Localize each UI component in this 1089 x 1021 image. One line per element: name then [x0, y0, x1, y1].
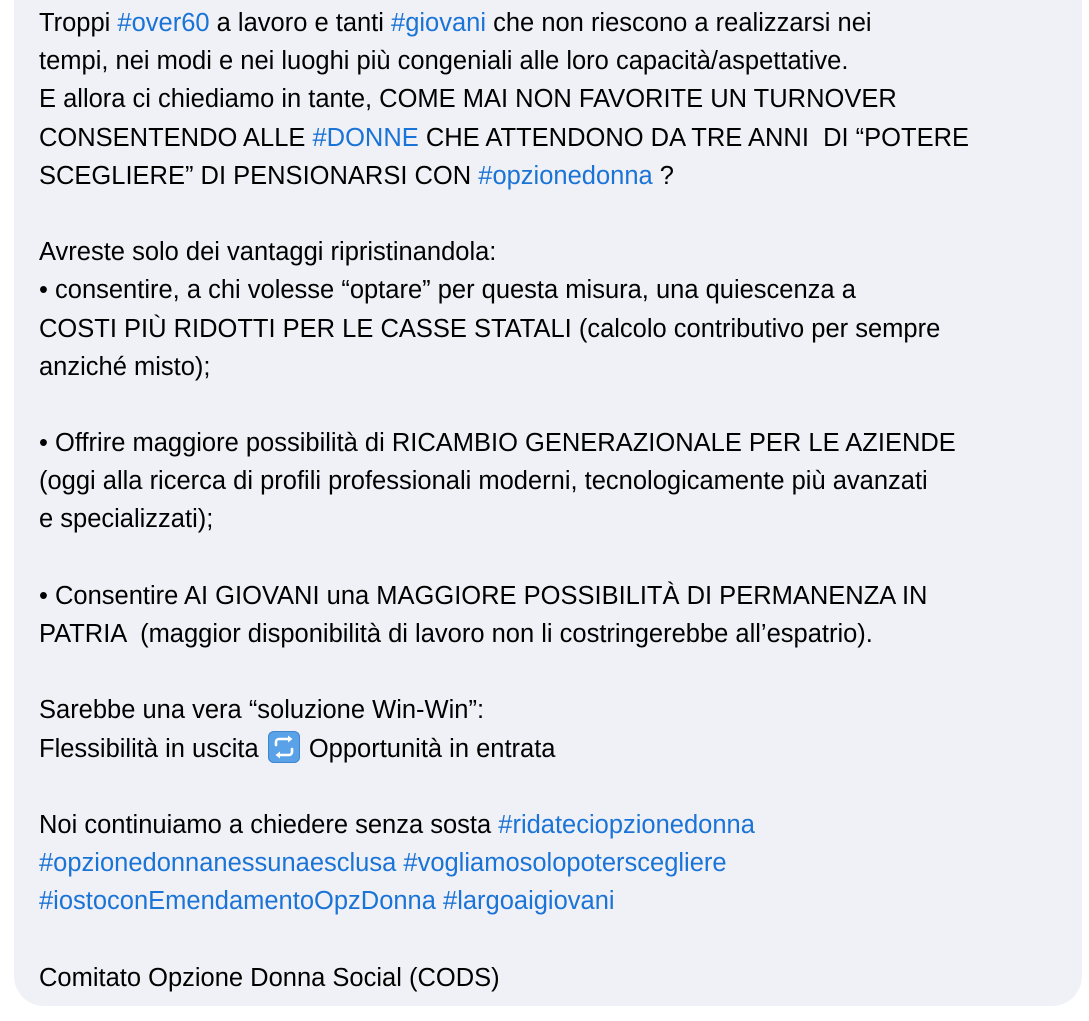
hashtag-link-giovani[interactable]: #giovani: [391, 9, 487, 37]
post-line: • consentire, a chi volesse “optare” per questa misura, una quiescenza a: [39, 276, 856, 305]
post-line: PATRIA (maggior disponibilità di lavoro non li costringerebbe all’espatrio).: [39, 620, 873, 648]
paragraph-spacer: [39, 195, 1084, 233]
hashtag-link-opzionedonnanessunaesclusa[interactable]: #opzionedonnanessunaesclusa: [39, 849, 397, 878]
hashtag-link-vogliamosolopoterscegliere[interactable]: #vogliamosolopoterscegliere: [403, 849, 727, 878]
post-line: [39, 730, 1084, 768]
text-segment: CONSENTENDO ALLE: [39, 123, 313, 152]
text-segment: Troppi: [39, 9, 118, 37]
post-line: [39, 882, 1084, 920]
post-line: e specializzati);: [39, 505, 214, 534]
repeat-arrows-emoji-icon: [268, 731, 300, 763]
post-text: [39, 4, 1084, 997]
paragraph-spacer: [39, 653, 1084, 691]
text-segment: Noi continuiamo a chiedere senza sosta: [39, 810, 499, 839]
hashtag-link-donne[interactable]: #DONNE: [312, 123, 419, 152]
post-line: [39, 806, 1084, 844]
hashtag-link-largoaigiovani[interactable]: #largoaigiovani: [443, 887, 615, 916]
post-line: [39, 157, 1084, 195]
paragraph-spacer: [39, 386, 1084, 424]
post-line: [39, 4, 1084, 42]
hashtag-link-iostoconemendamentoopzdonna[interactable]: #iostoconEmendamentoOpzDonna: [39, 887, 436, 916]
post-line: E allora ci chiediamo in tante, COME MAI NON FAVORITE UN TURNOVER: [39, 85, 897, 114]
post-line: [39, 119, 1084, 157]
text-segment: ?: [652, 161, 674, 190]
post-line: (oggi alla ricerca di profili professionali moderni, tecnologicamente più avanzati: [39, 467, 928, 496]
text-segment: Flessibilità in uscita: [39, 734, 266, 763]
text-segment: CHE ATTENDONO DA TRE ANNI DI “POTERE: [418, 123, 969, 152]
text-segment: che non riescono a realizzarsi nei: [486, 9, 872, 37]
hashtag-link-opzionedonna[interactable]: #opzionedonna: [478, 161, 653, 190]
post-line: COSTI PIÙ RIDOTTI PER LE CASSE STATALI (calcolo contributivo per sempre: [39, 314, 941, 343]
text-segment: [436, 887, 443, 915]
text-segment: SCEGLIERE” DI PENSIONARSI CON: [39, 161, 479, 190]
text-segment: Opportunità in entrata: [301, 734, 556, 763]
hashtag-link-ridateciopzionedonna[interactable]: #ridateciopzionedonna: [498, 810, 755, 839]
signature-line: Comitato Opzione Donna Social (CODS): [39, 963, 500, 992]
post-line: • Offrire maggiore possibilità di RICAMBIO GENERAZIONALE PER LE AZIENDE: [39, 429, 956, 458]
post-line: • Consentire AI GIOVANI una MAGGIORE POSSIBILITÀ DI PERMANENZA IN: [39, 581, 928, 610]
post-line: [39, 844, 1084, 882]
paragraph-spacer: [39, 921, 1084, 959]
post-line: Sarebbe una vera “soluzione Win-Win”:: [39, 696, 485, 725]
post-line: anziché misto);: [39, 352, 211, 381]
paragraph-spacer: [39, 539, 1084, 577]
hashtag-link-over60[interactable]: #over60: [117, 9, 210, 37]
post-line: tempi, nei modi e nei luoghi più congeniali alle loro capacità/aspettative.: [39, 47, 849, 76]
text-segment: a lavoro e tanti: [209, 9, 392, 37]
paragraph-spacer: [39, 768, 1084, 806]
post-line: Avreste solo dei vantaggi ripristinandola:: [39, 238, 497, 267]
